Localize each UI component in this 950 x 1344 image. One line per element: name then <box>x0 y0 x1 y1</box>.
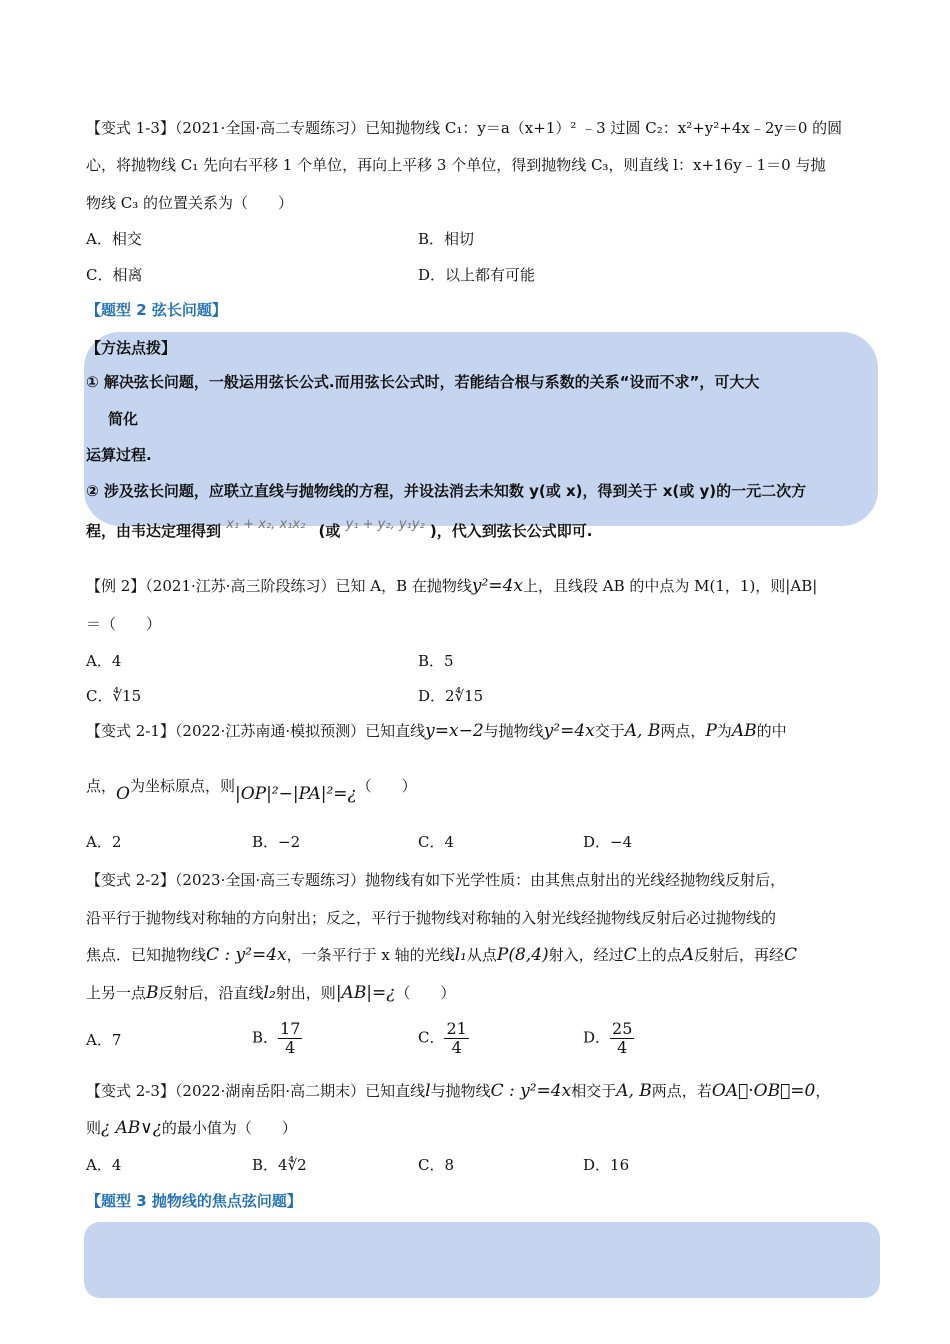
ex2-line-1-text-a: 【例 2】（2021·江苏·高三阶段练习）已知 A，B 在抛物线 <box>86 577 472 595</box>
b23-expression: ¿ AB∨¿ <box>101 1118 162 1138</box>
ex2-option-b: B．5 <box>418 652 454 670</box>
b23-text-f: 则 <box>86 1119 102 1137</box>
b22-line-2: 沿平行于抛物线对称轴的方向射出；反之，平行于抛物线对称轴的入射光线经抛物线反射后必过抛物线的 <box>86 909 777 927</box>
b22-option-d-label: D． <box>583 1028 611 1047</box>
type2-heading: 【题型 2 弦长问题】 <box>86 301 227 319</box>
b22-option-d <box>583 1020 634 1057</box>
b22-fraction-b-den: 4 <box>285 1038 296 1057</box>
b13-option-b: B．相切 <box>418 230 475 248</box>
b23-dot-product: OA⃗·OB⃗=0 <box>711 1081 816 1101</box>
b21-text-g: 点， <box>86 777 117 795</box>
b22-line-l2: l₂ <box>263 983 276 1003</box>
method-line-5-text-a: 程，由韦达定理得到 <box>86 522 222 540</box>
b21-text-c: 交于 <box>594 722 625 740</box>
b23-text-d: 两点，若 <box>651 1082 712 1100</box>
b22-fraction-c <box>444 1020 468 1057</box>
b23-parabola-eq: C : y²=4x <box>490 1081 572 1101</box>
b22-option-a: A．7 <box>86 1031 122 1049</box>
method-line-4: ② 涉及弦长问题，应联立直线与抛物线的方程，并设法消去未知数 y(或 x)，得到关于 x(或 y)的一元二次方 <box>86 482 807 500</box>
b22-fraction-b-num: 17 <box>280 1019 301 1038</box>
b22-fraction-d <box>610 1020 634 1057</box>
b21-text-b: 与抛物线 <box>483 722 544 740</box>
type3-method-box <box>84 1222 880 1298</box>
method-line-3: 运算过程. <box>86 446 152 464</box>
b22-text-e: 上的点 <box>636 946 682 964</box>
b22-point-b: B <box>146 983 159 1003</box>
b23-option-c: C．8 <box>418 1156 455 1174</box>
b23-points-ab: A, B <box>616 1081 652 1101</box>
b22-line-1: 【变式 2-2】（2023·全国·高三专题练习）抛物线有如下光学性质：由其焦点射出的光线经抛物线反射后， <box>86 871 786 889</box>
b23-option-d: D．16 <box>583 1156 630 1174</box>
b22-point-p: P(8,4) <box>496 945 549 965</box>
b21-segment-ab: AB <box>731 721 757 741</box>
b21-option-a: A．2 <box>86 833 122 851</box>
b22-fraction-c-num: 21 <box>446 1019 467 1038</box>
b13-line-2: 心，将抛物线 C₁ 先向右平移 1 个单位，再向上平移 3 个单位，得到抛物线 C₃，则直线 l：x+16y﹣1＝0 与抛 <box>86 156 826 174</box>
ex2-parabola-eq: y²=4x <box>471 576 523 596</box>
b22-fraction-d-den: 4 <box>617 1038 628 1057</box>
method-formula-y: y₁ + y₂, y₁y₂ <box>345 517 425 532</box>
b22-text-c: 从点 <box>466 946 497 964</box>
b23-line-2 <box>86 1118 297 1138</box>
type3-heading: 【题型 3 抛物线的焦点弦问题】 <box>86 1192 302 1210</box>
b21-text-d: 两点， <box>660 722 706 740</box>
b21-option-b: B．−2 <box>252 833 301 851</box>
b23-option-b: B．4∜2 <box>252 1156 307 1174</box>
method-formula-x: x₁ + x₂, x₁x₂ <box>226 517 306 532</box>
b21-line-eq: y=x−2 <box>425 721 484 741</box>
b13-option-d: D．以上都有可能 <box>418 266 536 284</box>
b21-option-c: C．4 <box>418 833 455 851</box>
b21-option-d: D．−4 <box>583 833 633 851</box>
b21-point-p: P <box>705 721 717 741</box>
b22-option-b-label: B． <box>252 1028 279 1047</box>
b21-text-i: （ ） <box>356 777 417 795</box>
b21-text-f: 的中 <box>756 722 787 740</box>
b21-parabola-eq: y²=4x <box>543 721 595 741</box>
b23-text-e: ， <box>815 1082 831 1100</box>
b22-text-d: 射入，经过 <box>548 946 624 964</box>
ex2-line-1 <box>86 576 817 596</box>
ex2-option-a: A．4 <box>86 652 122 670</box>
b22-fraction-b <box>278 1020 302 1057</box>
b23-text-c: 相交于 <box>571 1082 617 1100</box>
b22-option-b <box>252 1020 302 1057</box>
b22-line-3 <box>86 945 797 965</box>
b22-curve-c-2: C <box>784 945 798 965</box>
method-line-1: ① 解决弦长问题，一般运用弦长公式.而用弦长公式时，若能结合根与系数的关系“设而不求”，可大大 <box>86 373 760 391</box>
b13-line-3: 物线 C₃ 的位置关系为（ ） <box>86 194 294 212</box>
b13-line-1: 【变式 1-3】（2021·全国·高二专题练习）已知抛物线 C₁：y＝a（x+1）² ﹣3 过圆 C₂：x²+y²+4x﹣2y＝0 的圆 <box>86 119 843 137</box>
b22-text-f: 反射后，再经 <box>693 946 784 964</box>
method-line-5-text-c: )，代入到弦长公式即可. <box>429 522 593 540</box>
b22-text-h: 反射后，沿直线 <box>158 984 264 1002</box>
b22-text-g: 上另一点 <box>86 984 147 1002</box>
b22-text-b: ，一条平行于 x 轴的光线 <box>286 946 455 964</box>
method-line-2: 简化 <box>108 410 139 428</box>
b13-option-c: C．相离 <box>86 266 143 284</box>
b23-line-1 <box>86 1081 830 1101</box>
b22-option-c-label: C． <box>418 1028 445 1047</box>
method-line-5 <box>86 517 593 543</box>
b23-text-g: 的最小值为（ ） <box>161 1119 297 1137</box>
b23-option-a: A．4 <box>86 1156 122 1174</box>
b22-text-a: 焦点．已知抛物线 <box>86 946 207 964</box>
b22-expression: |AB|=¿ <box>335 983 396 1003</box>
ex2-option-d: D．2∜15 <box>418 687 484 705</box>
ex2-line-1-text-b: 上，且线段 AB 的中点为 M(1，1)，则|AB| <box>523 577 818 595</box>
b21-text-a: 【变式 2-1】（2022·江苏南通·模拟预测）已知直线 <box>86 722 426 740</box>
b22-option-c <box>418 1020 469 1057</box>
b21-text-h: 为坐标原点，则 <box>129 777 235 795</box>
method-title: 【方法点拨】 <box>86 339 177 357</box>
b22-fraction-d-num: 25 <box>612 1019 633 1038</box>
b23-line-l: l <box>425 1081 431 1101</box>
b22-line-4 <box>86 983 455 1003</box>
ex2-option-c: C．∜15 <box>86 687 142 705</box>
b22-parabola-eq: C : y²=4x <box>206 945 287 965</box>
b13-option-a: A．相交 <box>86 230 142 248</box>
b21-line-2 <box>86 776 417 804</box>
b22-curve-c-1: C <box>623 945 637 965</box>
b22-line-l1: l₁ <box>454 945 467 965</box>
b21-text-e: 为 <box>716 722 732 740</box>
b22-text-i: 射出，则 <box>275 984 336 1002</box>
b21-expression: |OP|²−|PA|²=¿ <box>234 784 357 804</box>
b21-origin-o: O <box>116 784 130 804</box>
b22-point-a: A <box>681 945 694 965</box>
b23-text-b: 与抛物线 <box>430 1082 491 1100</box>
b23-text-a: 【变式 2-3】（2022·湖南岳阳·高二期末）已知直线 <box>86 1082 426 1100</box>
ex2-line-2: ＝（ ） <box>86 615 162 633</box>
method-line-5-text-b: (或 <box>318 522 341 540</box>
b21-line-1 <box>86 721 787 741</box>
b22-text-j: （ ） <box>395 984 456 1002</box>
b21-points-ab: A, B <box>624 721 661 741</box>
b22-fraction-c-den: 4 <box>451 1038 462 1057</box>
